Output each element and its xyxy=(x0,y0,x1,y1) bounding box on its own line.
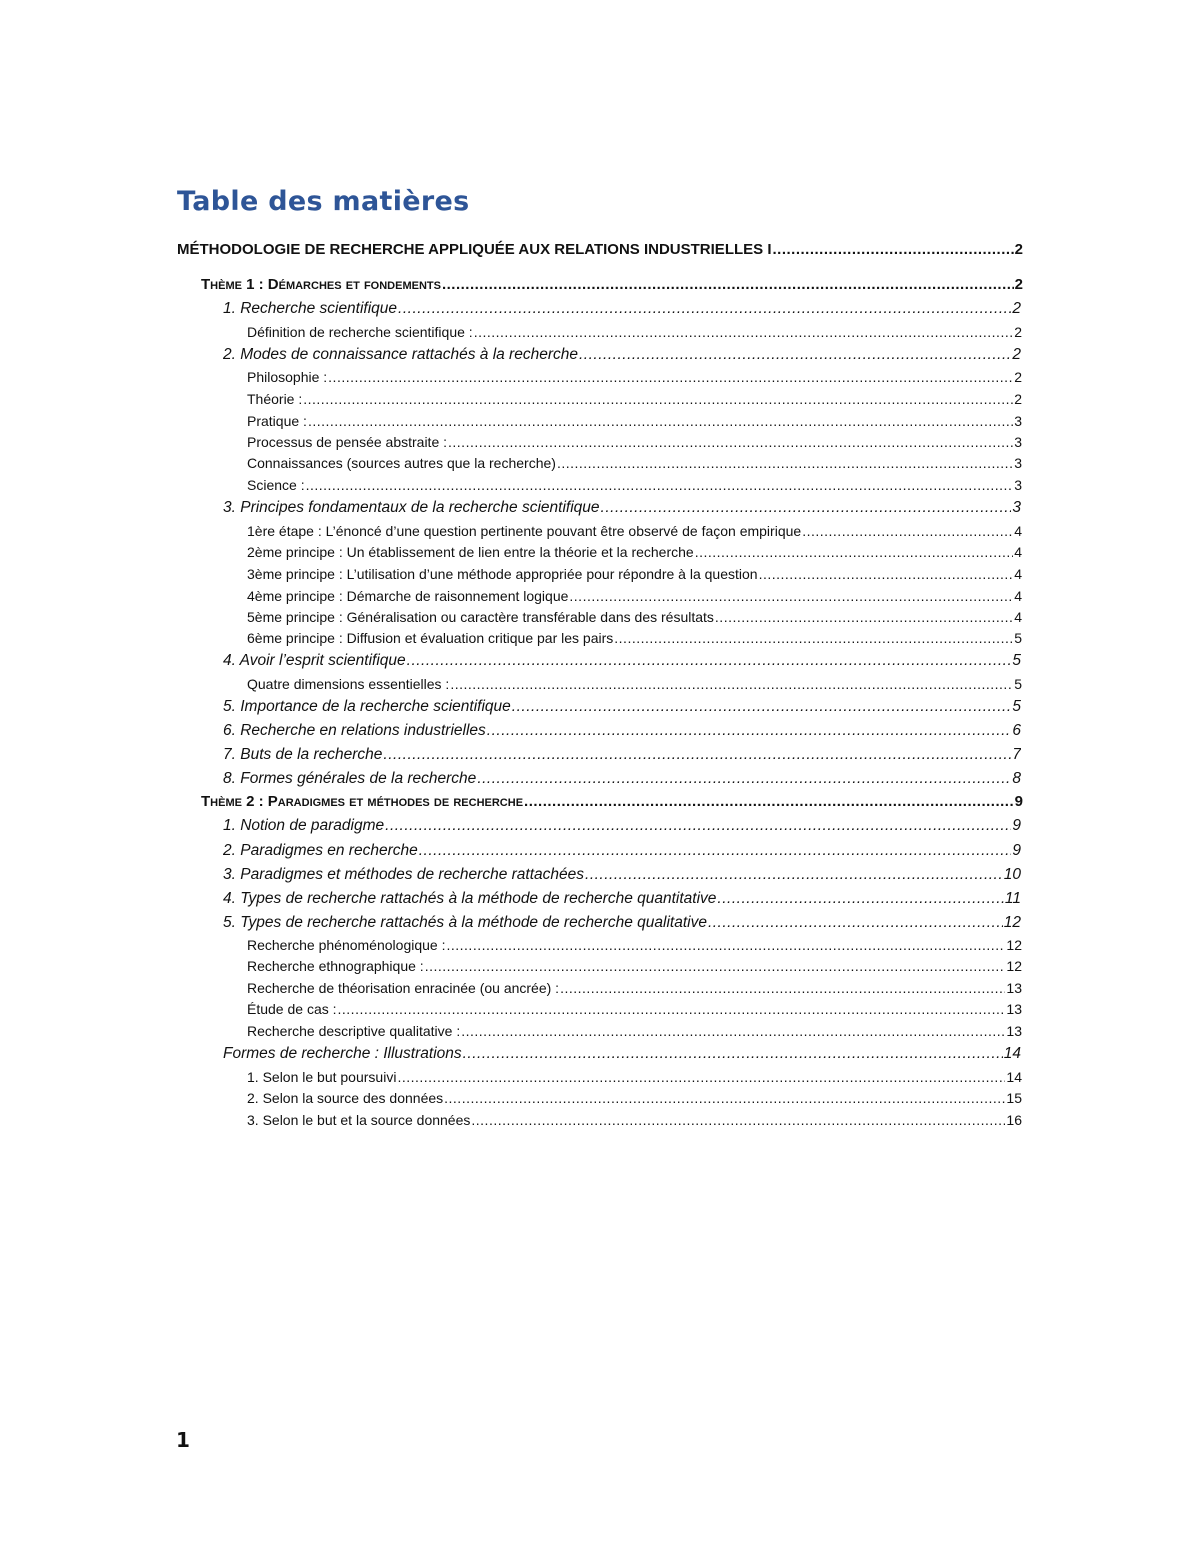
toc-entry[interactable] xyxy=(247,366,1022,388)
toc-leader-dots xyxy=(579,344,1011,366)
toc-entry-page-number: 12 xyxy=(1003,914,1021,931)
toc-leader-dots xyxy=(773,239,1014,261)
toc-entry[interactable] xyxy=(247,474,1022,496)
toc-leader-dots xyxy=(569,585,1013,607)
toc-entry-page-number: 6 xyxy=(1012,722,1021,739)
toc-entry-page-number: 13 xyxy=(1006,1023,1022,1039)
toc-leader-dots xyxy=(759,563,1014,585)
toc-leader-dots xyxy=(383,744,1011,766)
toc-entry-label: Recherche de théorisation enracinée (ou ancrée) : xyxy=(247,980,560,996)
toc-entry[interactable] xyxy=(247,998,1022,1020)
toc-entry-page-number: 5 xyxy=(1012,652,1021,669)
toc-entry-page-number: 3 xyxy=(1014,477,1022,493)
toc-entry-label: Science : xyxy=(247,477,305,493)
toc-entry[interactable] xyxy=(247,321,1022,343)
toc-leader-dots xyxy=(419,840,1012,862)
toc-entry[interactable] xyxy=(223,888,1021,910)
toc-entry-label: 4. Avoir l’esprit scientifique xyxy=(223,652,406,669)
toc-entry-label: Processus de pensée abstraite : xyxy=(247,434,448,450)
toc-leader-dots xyxy=(450,673,1013,695)
toc-entry-label: Thème 2 : Paradigmes et méthodes de recherche xyxy=(201,793,524,810)
toc-entry[interactable] xyxy=(223,1043,1021,1065)
toc-leader-dots xyxy=(717,888,1003,910)
toc-entry-label: 2. Paradigmes en recherche xyxy=(223,842,418,859)
toc-entry-page-number: 11 xyxy=(1004,890,1021,907)
toc-entry[interactable] xyxy=(223,497,1021,519)
toc-entry-page-number: 7 xyxy=(1012,746,1021,763)
page-title: Table des matières xyxy=(177,186,470,217)
toc-entry[interactable] xyxy=(247,1109,1022,1131)
toc-entry[interactable] xyxy=(223,864,1021,886)
toc-entry-page-number: 12 xyxy=(1006,937,1022,953)
toc-entry[interactable] xyxy=(223,696,1021,718)
toc-leader-dots xyxy=(474,321,1014,343)
toc-entry-page-number: 5 xyxy=(1014,630,1022,646)
toc-entry-page-number: 4 xyxy=(1014,544,1022,560)
toc-entry[interactable] xyxy=(247,955,1022,977)
toc-entry[interactable] xyxy=(223,768,1021,790)
toc-leader-dots xyxy=(303,388,1013,410)
toc-entry-label: 2. Selon la source des données xyxy=(247,1090,444,1106)
toc-entry-label: 2. Modes de connaissance rattachés à la recherche xyxy=(223,346,578,363)
toc-entry[interactable] xyxy=(223,840,1021,862)
toc-entry[interactable] xyxy=(247,431,1022,453)
toc-leader-dots xyxy=(385,815,1011,837)
toc-entry[interactable] xyxy=(247,606,1022,628)
toc-leader-dots xyxy=(802,520,1013,542)
toc-leader-dots xyxy=(446,934,1005,956)
toc-entry-page-number: 9 xyxy=(1012,842,1021,859)
toc-entry-page-number: 2 xyxy=(1014,324,1022,340)
toc-entry[interactable] xyxy=(247,977,1022,999)
toc-leader-dots xyxy=(560,977,1005,999)
toc-leader-dots xyxy=(614,627,1013,649)
toc-leader-dots xyxy=(557,452,1013,474)
toc-entry[interactable] xyxy=(201,274,1023,296)
toc-entry[interactable] xyxy=(247,934,1022,956)
toc-entry-page-number: 4 xyxy=(1014,566,1022,582)
toc-entry-page-number: 2 xyxy=(1014,369,1022,385)
toc-entry[interactable] xyxy=(247,452,1022,474)
toc-entry[interactable] xyxy=(247,627,1022,649)
toc-entry-label: 3. Selon le but et la source données xyxy=(247,1112,471,1128)
toc-entry-label: 3. Paradigmes et méthodes de recherche rattachées xyxy=(223,866,585,883)
toc-entry-page-number: 15 xyxy=(1006,1090,1022,1106)
toc-leader-dots xyxy=(398,298,1011,320)
toc-entry-label: 3. Principes fondamentaux de la recherche scientifique xyxy=(223,499,600,516)
toc-entry-label: 3ème principe : L’utilisation d’une méthode appropriée pour répondre à la question xyxy=(247,566,758,582)
toc-entry-page-number: 13 xyxy=(1006,980,1022,996)
toc-entry-label: Étude de cas : xyxy=(247,1001,337,1017)
toc-entry-label: Définition de recherche scientifique : xyxy=(247,324,473,340)
toc-entry-label: 5ème principe : Généralisation ou caractère transférable dans des résultats xyxy=(247,609,714,625)
toc-entry-page-number: 12 xyxy=(1006,958,1022,974)
toc-entry-label: Recherche phénoménologique : xyxy=(247,937,446,953)
toc-entry-page-number: 3 xyxy=(1014,413,1022,429)
toc-entry-label: 6ème principe : Diffusion et évaluation critique par les pairs xyxy=(247,630,614,646)
toc-entry[interactable] xyxy=(247,563,1022,585)
toc-entry-page-number: 9 xyxy=(1014,793,1023,810)
toc-entry-page-number: 14 xyxy=(1006,1069,1022,1085)
toc-entry[interactable] xyxy=(247,585,1022,607)
toc-entry-page-number: 13 xyxy=(1006,1001,1022,1017)
toc-entry[interactable] xyxy=(223,298,1021,320)
toc-entry-page-number: 14 xyxy=(1003,1045,1021,1062)
toc-entry[interactable] xyxy=(247,1066,1022,1088)
toc-leader-dots xyxy=(338,998,1006,1020)
toc-entry-label: 8. Formes générales de la recherche xyxy=(223,770,477,787)
toc-leader-dots xyxy=(463,1043,1003,1065)
toc-entry-page-number: 2 xyxy=(1012,346,1021,363)
toc-entry-label: Thème 1 : Démarches et fondements xyxy=(201,276,441,293)
toc-leader-dots xyxy=(425,955,1006,977)
toc-leader-dots xyxy=(328,366,1013,388)
toc-leader-dots xyxy=(487,720,1012,742)
toc-leader-dots xyxy=(306,474,1014,496)
toc-entry-label: 5. Importance de la recherche scientifique xyxy=(223,698,511,715)
toc-entry[interactable] xyxy=(223,744,1021,766)
toc-entry-label: Pratique : xyxy=(247,413,307,429)
toc-entry-label: Quatre dimensions essentielles : xyxy=(247,676,450,692)
toc-entry-label: MÉTHODOLOGIE DE RECHERCHE APPLIQUÉE AUX RELATIONS INDUSTRIELLES I xyxy=(177,241,772,258)
toc-entry-page-number: 3 xyxy=(1012,499,1021,516)
toc-entry-label: 5. Types de recherche rattachés à la méthode de recherche qualitative xyxy=(223,914,707,931)
toc-entry[interactable] xyxy=(177,239,1023,261)
toc-leader-dots xyxy=(524,791,1014,813)
toc-entry-page-number: 10 xyxy=(1003,866,1021,883)
toc-entry-page-number: 2 xyxy=(1012,300,1021,317)
toc-leader-dots xyxy=(407,650,1012,672)
toc-entry-label: Connaissances (sources autres que la recherche) xyxy=(247,455,556,471)
toc-entry[interactable] xyxy=(223,815,1021,837)
toc-leader-dots xyxy=(477,768,1011,790)
toc-entry-label: 1. Notion de paradigme xyxy=(223,817,385,834)
page-number: 1 xyxy=(176,1428,190,1452)
toc-leader-dots xyxy=(397,1066,1005,1088)
toc-entry-page-number: 4 xyxy=(1014,523,1022,539)
toc-entry-page-number: 5 xyxy=(1012,698,1021,715)
toc-entry-label: Formes de recherche : Illustrations xyxy=(223,1045,462,1062)
toc-entry[interactable] xyxy=(223,344,1021,366)
toc-entry-label: Recherche descriptive qualitative : xyxy=(247,1023,461,1039)
toc-entry-label: 6. Recherche en relations industrielles xyxy=(223,722,486,739)
toc-entry-page-number: 2 xyxy=(1014,391,1022,407)
toc-entry[interactable] xyxy=(247,388,1022,410)
toc-entry-label: 4. Types de recherche rattachés à la méthode de recherche quantitative xyxy=(223,890,717,907)
toc-entry-page-number: 3 xyxy=(1014,455,1022,471)
toc-leader-dots xyxy=(442,274,1014,296)
toc-entry-page-number: 8 xyxy=(1012,770,1021,787)
toc-entry[interactable] xyxy=(223,720,1021,742)
toc-entry-label: Recherche ethnographique : xyxy=(247,958,424,974)
toc-entry-label: 7. Buts de la recherche xyxy=(223,746,383,763)
toc-leader-dots xyxy=(695,541,1014,563)
toc-leader-dots xyxy=(444,1087,1005,1109)
toc-entry-label: 1. Recherche scientifique xyxy=(223,300,398,317)
toc-leader-dots xyxy=(708,912,1003,934)
toc-leader-dots xyxy=(715,606,1013,628)
toc-entry[interactable] xyxy=(247,1020,1022,1042)
toc-entry[interactable] xyxy=(247,410,1022,432)
toc-entry[interactable] xyxy=(223,650,1021,672)
toc-entry-page-number: 4 xyxy=(1014,588,1022,604)
toc-leader-dots xyxy=(585,864,1003,886)
toc-entry-label: 1ère étape : L’énoncé d’une question pertinente pouvant être observé de façon empirique xyxy=(247,523,802,539)
toc-entry-page-number: 2 xyxy=(1014,276,1023,293)
toc-entry-label: 2ème principe : Un établissement de lien entre la théorie et la recherche xyxy=(247,544,694,560)
toc-entry[interactable] xyxy=(247,541,1022,563)
toc-leader-dots xyxy=(601,497,1012,519)
toc-entry-page-number: 3 xyxy=(1014,434,1022,450)
toc-entry-label: 4ème principe : Démarche de raisonnement logique xyxy=(247,588,569,604)
toc-entry-page-number: 16 xyxy=(1006,1112,1022,1128)
toc-entry[interactable] xyxy=(247,520,1022,542)
toc-entry[interactable] xyxy=(201,791,1023,813)
toc-entry[interactable] xyxy=(247,1087,1022,1109)
toc-leader-dots xyxy=(308,410,1013,432)
toc-entry[interactable] xyxy=(247,673,1022,695)
toc-leader-dots xyxy=(512,696,1012,718)
toc-entry-page-number: 5 xyxy=(1014,676,1022,692)
toc-entry-label: Philosophie : xyxy=(247,369,328,385)
toc-entry-label: Théorie : xyxy=(247,391,303,407)
toc-entry-page-number: 4 xyxy=(1014,609,1022,625)
toc-leader-dots xyxy=(461,1020,1005,1042)
toc-leader-dots xyxy=(448,431,1013,453)
toc-entry[interactable] xyxy=(223,912,1021,934)
toc-entry-label: 1. Selon le but poursuivi xyxy=(247,1069,397,1085)
toc-entry-page-number: 2 xyxy=(1014,241,1023,258)
toc-entry-page-number: 9 xyxy=(1012,817,1021,834)
toc-leader-dots xyxy=(471,1109,1005,1131)
